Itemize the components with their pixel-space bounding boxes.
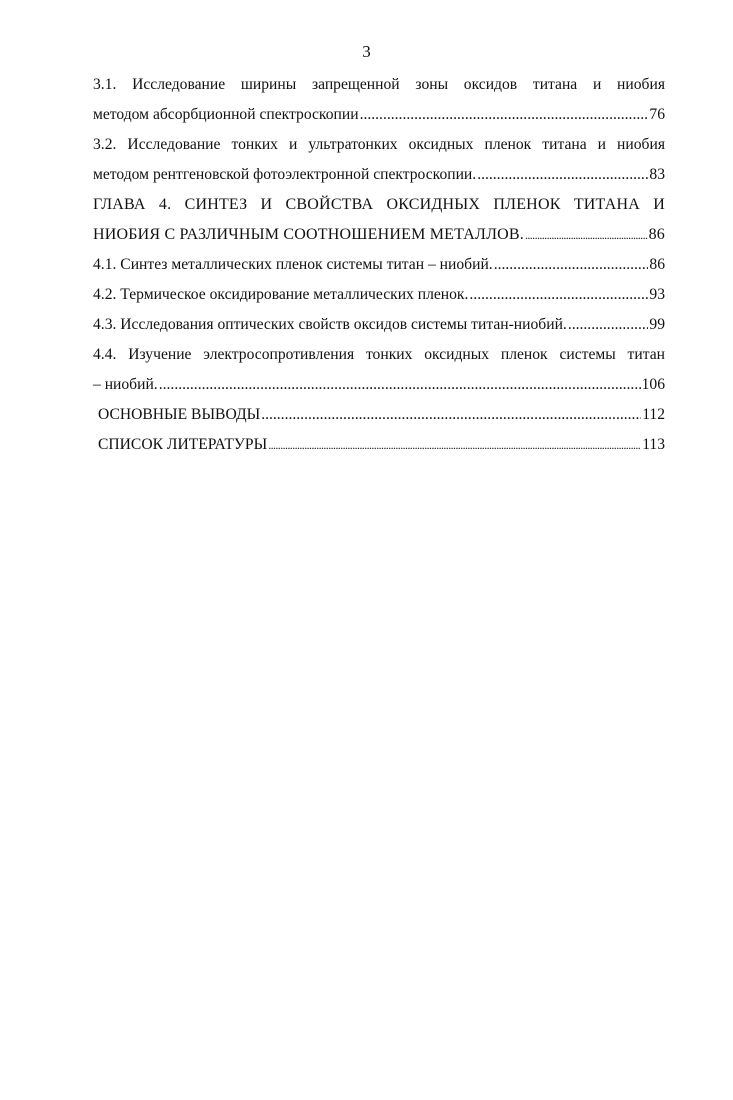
toc-page-ref: 76 (649, 106, 665, 123)
table-of-contents (93, 70, 665, 460)
toc-entry-references (98, 430, 665, 460)
leader-dots (268, 430, 641, 460)
leader-dots (469, 280, 648, 310)
toc-entry-4-1 (93, 250, 665, 280)
toc-entry-title: 3.2. Исследование тонких и ультратонких оксидных пленок титана и ниобия (93, 136, 665, 153)
leader-dots (159, 370, 641, 400)
toc-entry-title-cont: методом абсорбционной спектроскопии (93, 106, 359, 123)
toc-entry-title-cont: – ниобий. (93, 376, 158, 393)
leader-dots (494, 250, 649, 280)
toc-entry-title: 4.1. Синтез металлических пленок системы титан – ниобий. (93, 256, 493, 273)
toc-page-ref: 86 (648, 226, 665, 243)
toc-page-ref: 112 (642, 406, 665, 423)
leader-dots (568, 310, 649, 340)
toc-entry-title: 4.2. Термическое оксидирование металлических пленок. (93, 286, 469, 303)
page-number: 3 (362, 42, 371, 61)
toc-entry-title: ОСНОВНЫЕ ВЫВОДЫ (98, 406, 261, 423)
toc-page-ref: 99 (649, 316, 665, 333)
toc-entry-title: 4.4. Изучение электросопротивления тонких оксидных пленок системы титан (93, 346, 665, 363)
toc-entry-4-4 (93, 340, 665, 400)
leader-dots (525, 220, 648, 250)
toc-entry-title: 4.3. Исследования оптических свойств оксидов системы титан-ниобий. (93, 316, 567, 333)
toc-entry-title: СПИСОК ЛИТЕРАТУРЫ (98, 436, 268, 453)
toc-entry-3-2 (93, 130, 665, 190)
toc-entry-4-2 (93, 280, 665, 310)
toc-chapter-title: ГЛАВА 4. СИНТЕЗ И СВОЙСТВА ОКСИДНЫХ ПЛЕНОК ТИТАНА И (93, 196, 665, 213)
toc-entry-conclusions (98, 400, 665, 430)
toc-page-ref: 83 (649, 166, 665, 183)
leader-dots (477, 160, 648, 190)
toc-entry-title-cont: методом рентгеновской фотоэлектронной спектроскопии. (93, 166, 477, 183)
toc-page-ref: 106 (641, 376, 665, 393)
toc-page-ref: 86 (649, 256, 665, 273)
toc-entry-3-1 (93, 70, 665, 130)
leader-dots (261, 400, 641, 430)
toc-chapter-title-cont: НИОБИЯ С РАЗЛИЧНЫМ СООТНОШЕНИЕМ МЕТАЛЛОВ. (93, 226, 524, 243)
toc-entry-4-3 (93, 310, 665, 340)
toc-entry-chapter-4 (93, 190, 665, 250)
toc-page-ref: 113 (642, 436, 665, 453)
leader-dots (360, 100, 649, 130)
toc-entry-title: 3.1. Исследование ширины запрещенной зоны оксидов титана и ниобия (93, 76, 665, 93)
toc-page-ref: 93 (649, 286, 665, 303)
